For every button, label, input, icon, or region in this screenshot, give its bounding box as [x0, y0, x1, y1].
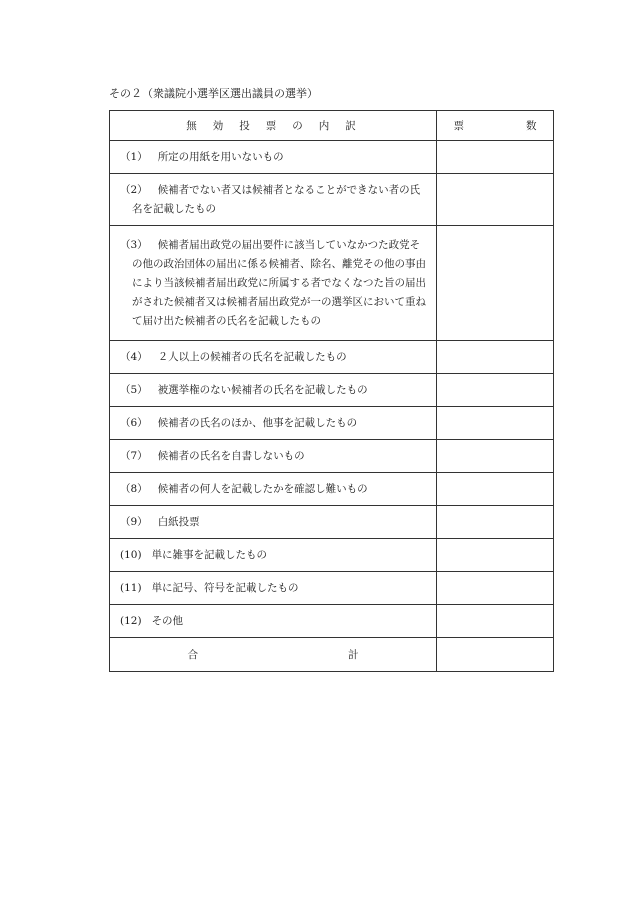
- table-row: [110, 572, 554, 605]
- header-count: [437, 111, 554, 141]
- row-description: [110, 374, 437, 407]
- table-row: [110, 539, 554, 572]
- vote-count-cell[interactable]: [437, 572, 554, 605]
- header-count-a: 票: [453, 120, 464, 132]
- row-number: (11): [120, 581, 142, 594]
- header-description: 無効投票の内訳: [110, 111, 437, 141]
- vote-count-cell[interactable]: [437, 374, 554, 407]
- vote-count-cell[interactable]: [437, 341, 554, 374]
- row-text: 候補者でない者又は候補者となることができない者の氏名を記載したもの: [132, 183, 421, 215]
- table-row: [110, 141, 554, 174]
- vote-count-cell[interactable]: [437, 226, 554, 341]
- row-text: 単に記号、符号を記載したもの: [151, 581, 299, 594]
- row-text: ２人以上の候補者の氏名を記載したもの: [157, 350, 347, 363]
- row-text: 被選挙権のない候補者の氏名を記載したもの: [157, 383, 368, 396]
- row-number: （5）: [120, 383, 148, 396]
- vote-count-cell[interactable]: [437, 473, 554, 506]
- header-count-b: 数: [526, 120, 537, 132]
- row-text: 白紙投票: [157, 515, 200, 528]
- row-number: （1）: [120, 150, 148, 163]
- section-caption: その２（衆議院小選挙区選出議員の選挙）: [109, 87, 318, 100]
- vote-count-cell[interactable]: [437, 407, 554, 440]
- table-row: [110, 226, 554, 341]
- table-row: [110, 374, 554, 407]
- table-row: [110, 440, 554, 473]
- vote-count-cell[interactable]: [437, 141, 554, 174]
- vote-count-cell[interactable]: [437, 440, 554, 473]
- row-description: [110, 226, 437, 341]
- row-number: （9）: [120, 515, 148, 528]
- row-number: （3）: [120, 238, 148, 251]
- row-text: 候補者届出政党の届出要件に該当していなかつた政党その他の政治団体の届出に係る候補者、除名、離党その他の事由により当該候補者届出政党に所属する者でなくなつた旨の届出がされた候補者又は候補者届出政党が一の選挙区において重ねて届け出た候補者の氏名を記載したもの: [132, 238, 426, 327]
- row-number: （6）: [120, 416, 148, 429]
- row-description: [110, 141, 437, 174]
- table-row: [110, 341, 554, 374]
- vote-count-cell[interactable]: [437, 605, 554, 638]
- table-row: [110, 174, 554, 226]
- row-text: 候補者の氏名を自書しないもの: [157, 449, 305, 462]
- total-row: [110, 638, 554, 672]
- row-description: [110, 174, 437, 226]
- row-number: （2）: [120, 183, 148, 196]
- vote-count-cell[interactable]: [437, 506, 554, 539]
- vote-count-cell[interactable]: [437, 174, 554, 226]
- table-header-row: [110, 111, 554, 141]
- row-description: [110, 605, 437, 638]
- row-text: その他: [151, 614, 184, 627]
- row-text: 候補者の何人を記載したかを確認し難いもの: [157, 482, 368, 495]
- total-label-a: 合: [187, 649, 198, 661]
- row-number: (10): [120, 548, 142, 561]
- row-description: [110, 407, 437, 440]
- row-description: [110, 539, 437, 572]
- row-text: 所定の用紙を用いないもの: [157, 150, 284, 163]
- row-description: [110, 572, 437, 605]
- row-description: [110, 341, 437, 374]
- vote-count-cell[interactable]: [437, 539, 554, 572]
- total-count-cell[interactable]: [437, 638, 554, 672]
- invalid-votes-table: [109, 110, 554, 672]
- table-row: [110, 473, 554, 506]
- row-number: （7）: [120, 449, 148, 462]
- row-text: 単に雑事を記載したもの: [151, 548, 268, 561]
- row-number: (12): [120, 614, 142, 627]
- row-description: [110, 506, 437, 539]
- total-label: [110, 638, 437, 672]
- row-number: （4）: [120, 350, 148, 363]
- row-description: [110, 473, 437, 506]
- row-text: 候補者の氏名のほか、他事を記載したもの: [157, 416, 358, 429]
- row-number: （8）: [120, 482, 148, 495]
- row-description: [110, 440, 437, 473]
- table-row: [110, 605, 554, 638]
- table-row: [110, 506, 554, 539]
- total-label-b: 計: [348, 649, 359, 661]
- table-row: [110, 407, 554, 440]
